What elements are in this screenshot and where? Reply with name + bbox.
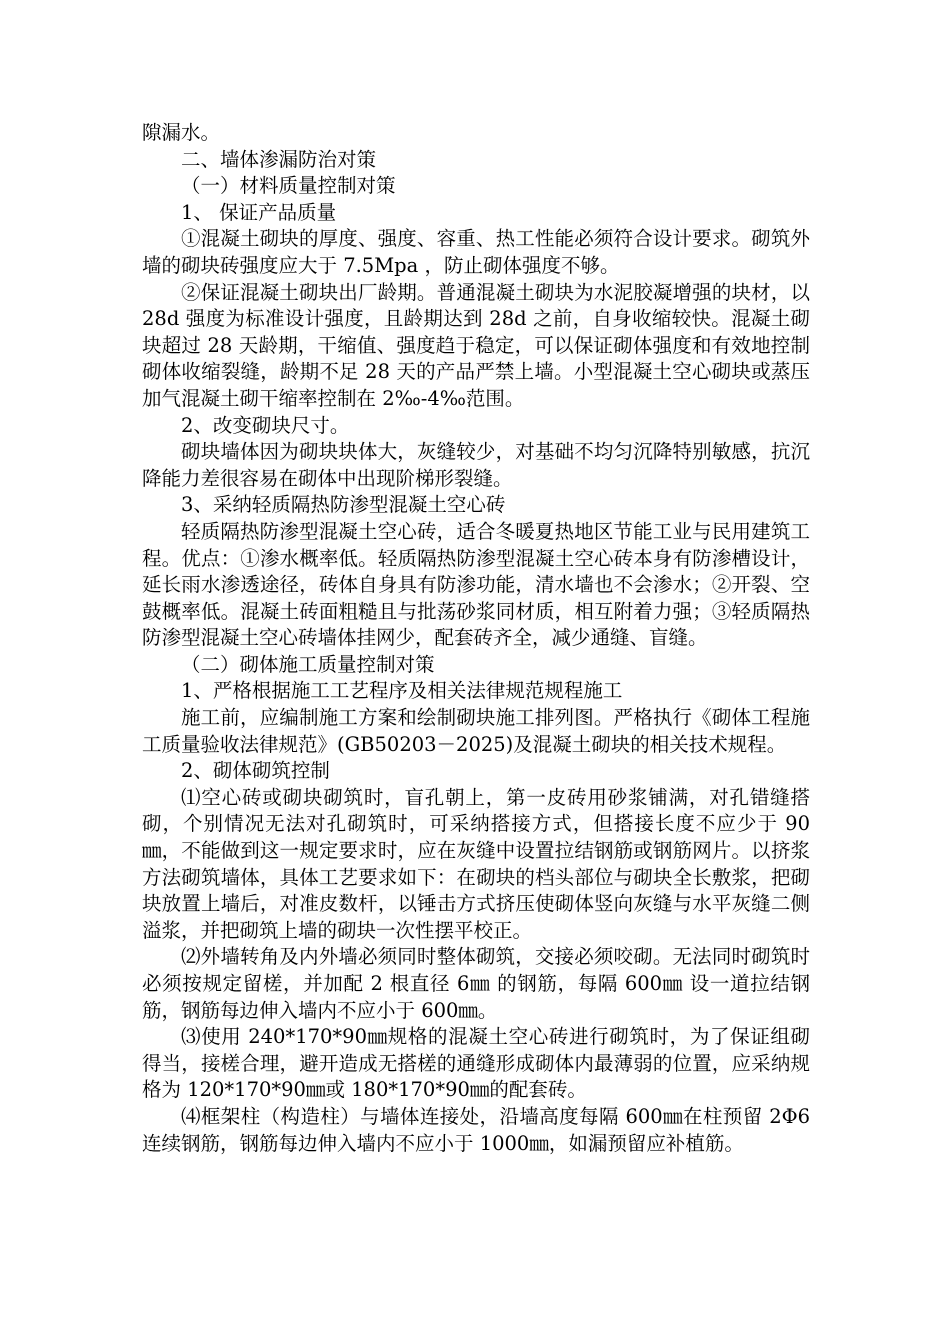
paragraph-continuation: 隙漏水。	[142, 121, 221, 144]
paragraph-block-size: 砌块墙体因为砌块块体大，灰缝较少，对基础不均匀沉降特别敏感，抗沉降能力差很容易在砌体中出现阶梯形裂缝。	[142, 440, 810, 490]
paragraph-block-specs: ①混凝土砌块的厚度、强度、容重、热工性能必须符合设计要求。砌筑外墙的砌块砖强度应大于 7.5Mpa ，防止砌体强度不够。	[142, 227, 810, 277]
paragraph-masonry-step-3: ⑶使用 240*170*90㎜规格的混凝土空心砖进行砌筑时，为了保证组砌得当，接槎合理，避开造成无搭槎的通缝形成砌体内最薄弱的位置，应采纳规格为 120*170*90㎜或 180*170*90㎜的配套砖。	[142, 1025, 810, 1102]
item-heading-block-size: 2、改变砌块尺寸。	[181, 413, 350, 437]
paragraph-masonry-step-1: ⑴空心砖或砌块砌筑时，盲孔朝上，第一皮砖用砂浆铺满，对孔错缝搭砌，个别情况无法对孔砌筑时，可采纳搭接方式，但搭接长度不应少于 90㎜，不能做到这一规定要求时，应在灰缝中设置拉结钢筋或钢筋网片。以挤浆方法砌筑墙体，具体工艺要求如下：在砌块的档头部位与砌块全长敷浆，把砌块放置上墙后，对准皮数杆，以锤击方式挤压使砌体竖向灰缝与水平灰缝二侧溢浆，并把砌筑上墙的砌块一次性摆平校正。	[142, 785, 810, 942]
item-heading-strict-procedure: 1、严格根据施工工艺程序及相关法律规范规程施工	[181, 679, 623, 703]
paragraph-masonry-step-4: ⑷框架柱（构造柱）与墙体连接处，沿墙高度每隔 600㎜在柱预留 2Φ6 连续钢筋，钢筋每边伸入墙内不应小于 1000㎜，如漏预留应补植筋。	[142, 1104, 810, 1155]
paragraph-hollow-brick: 轻质隔热防渗型混凝土空心砖，适合冬暖夏热地区节能工业与民用建筑工程。优点：①渗水概率低。轻质隔热防渗型混凝土空心砖本身有防渗槽设计，延长雨水渗透途径，砖体自身具有防渗功能，清水墙也不会渗水；②开裂、空鼓概率低。混凝土砖面粗糙且与批荡砂浆同材质，相互附着力强；③轻质隔热防渗型混凝土空心砖墙体挂网少，配套砖齐全，减少通缝、盲缝。	[142, 519, 810, 650]
paragraph-block-age: ②保证混凝土砌块出厂龄期。普通混凝土砌块为水泥胶凝增强的块材，以 28d 强度为标准设计强度，且龄期达到 28d 之前，自身收缩较快。混凝土砌块超过 28 天龄期，干缩值、强度趋于稳定，可以保证砌体强度和有效地控制砌体收缩裂缝，龄期不足 28 天的产品严禁上墙。小型混凝土空心砌块或蒸压加气混凝土砌干缩率控制在 2‰-4‰范围。	[142, 280, 810, 410]
section-heading-wall-leakage-countermeasures: 二、墙体渗漏防治对策	[181, 147, 377, 171]
item-heading-product-quality: 1、 保证产品质量	[181, 200, 337, 224]
document-page	[142, 120, 810, 1157]
paragraph-masonry-step-2: ⑵外墙转角及内外墙必须同时整体砌筑，交接必须咬砌。无法同时砌筑时必须按规定留槎，并加配 2 根直径 6㎜ 的钢筋，每隔 600㎜ 设一道拉结钢筋，钢筋每边伸入墙内不应小于 600㎜。	[142, 945, 810, 1022]
subsection-heading-material-quality: （一）材料质量控制对策	[181, 174, 396, 198]
subsection-heading-masonry-construction: （二）砌体施工质量控制对策	[181, 652, 435, 676]
item-heading-masonry-control: 2、砌体砌筑控制	[181, 759, 330, 783]
paragraph-construction-plan: 施工前，应编制施工方案和绘制砌块施工排列图。严格执行《砌体工程施工质量验收法律规范》(GB50203－2025)及混凝土砌块的相关技术规程。	[142, 706, 810, 756]
item-heading-hollow-brick: 3、采纳轻质隔热防渗型混凝土空心砖	[181, 493, 506, 517]
